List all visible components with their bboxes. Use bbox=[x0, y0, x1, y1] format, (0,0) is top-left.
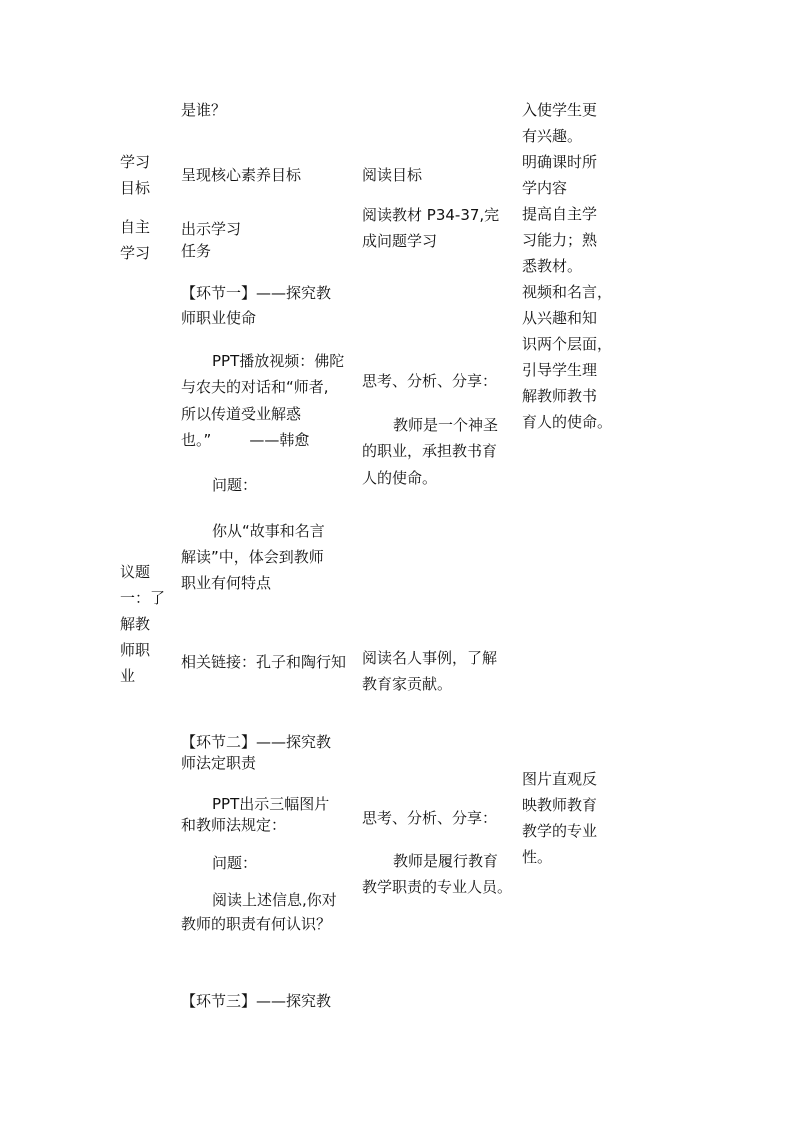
section-1-heading-1: 【环节一】——探究教 bbox=[181, 284, 332, 302]
stage-label-topic-4: 师职 bbox=[120, 641, 151, 659]
teacher-task-1: 出示学习 bbox=[181, 220, 242, 238]
section-1-heading-2: 师职业使命 bbox=[181, 309, 257, 327]
question-1-line-1: 你从“故事和名言 bbox=[212, 522, 325, 540]
intent-video-6: 育人的使命。 bbox=[522, 413, 613, 431]
student-think-2: 思考、分析、分享： bbox=[362, 809, 498, 827]
section-3-heading: 【环节三】——探究教 bbox=[181, 992, 332, 1010]
student-think-1: 思考、分析、分享： bbox=[362, 372, 498, 390]
stage-label-goal-1: 学习 bbox=[120, 153, 151, 171]
intent-enter-1: 入使学生更 bbox=[522, 101, 598, 119]
question-1-line-3: 职业有何特点 bbox=[181, 574, 272, 592]
intent-enter-2: 有兴趣。 bbox=[522, 127, 583, 145]
stage-label-topic-1: 议题 bbox=[120, 563, 151, 581]
student-answer-2-line-1: 教师是履行教育 bbox=[393, 852, 499, 870]
student-read-book-1: 阅读教材 P34-37,完 bbox=[362, 206, 500, 224]
teacher-core-goal: 呈现核心素养目标 bbox=[181, 166, 302, 184]
student-answer-1-line-3: 人的使命。 bbox=[362, 469, 438, 487]
stage-label-self-1: 自主 bbox=[120, 218, 151, 236]
question-label-2: 问题： bbox=[212, 854, 258, 872]
intent-video-5: 解教师教书 bbox=[522, 387, 598, 405]
intent-video-4: 引导学生理 bbox=[522, 361, 598, 379]
student-answer-2-line-2: 教学职责的专业人员。 bbox=[362, 878, 513, 896]
intent-clear-2: 学内容 bbox=[522, 179, 568, 197]
intent-video-1: 视频和名言， bbox=[522, 283, 613, 301]
teacher-text-who: 是谁？ bbox=[181, 101, 227, 119]
ppt-video-3: 所以传道受业解惑 bbox=[181, 405, 302, 423]
question-1-line-2: 解读”中，体会到教师 bbox=[181, 548, 324, 566]
intent-raise-3: 悉教材。 bbox=[522, 257, 583, 275]
ppt-images-2: 和教师法规定： bbox=[181, 816, 287, 834]
ppt-video-1: PPT播放视频：佛陀 bbox=[212, 352, 345, 370]
student-read-book-2: 成问题学习 bbox=[362, 232, 438, 250]
intent-pic-2: 映教师教育 bbox=[522, 796, 598, 814]
student-answer-1-line-2: 的职业，承担教书育 bbox=[362, 442, 498, 460]
intent-pic-3: 教学的专业 bbox=[522, 822, 598, 840]
section-2-heading-2: 师法定职责 bbox=[181, 754, 257, 772]
intent-pic-1: 图片直观反 bbox=[522, 770, 598, 788]
intent-video-2: 从兴趣和知 bbox=[522, 309, 598, 327]
student-answer-1-line-1: 教师是一个神圣 bbox=[393, 416, 499, 434]
student-read-goal: 阅读目标 bbox=[362, 166, 423, 184]
intent-video-3: 识两个层面， bbox=[522, 335, 613, 353]
student-famous-2: 教育家贡献。 bbox=[362, 675, 453, 693]
intent-raise-2: 习能力；熟 bbox=[522, 231, 598, 249]
intent-raise-1: 提高自主学 bbox=[522, 205, 598, 223]
stage-label-self-2: 学习 bbox=[120, 244, 151, 262]
question-label-1: 问题： bbox=[212, 476, 258, 494]
section-2-heading-1: 【环节二】——探究教 bbox=[181, 733, 332, 751]
teacher-task-2: 任务 bbox=[181, 242, 212, 260]
stage-label-goal-2: 目标 bbox=[120, 179, 151, 197]
stage-label-topic-5: 业 bbox=[120, 667, 136, 685]
ppt-video-2: 与农夫的对话和“师者, bbox=[181, 378, 329, 396]
question-2-line-2: 教师的职责有何认识？ bbox=[181, 915, 332, 933]
question-2-line-1: 阅读上述信息,你对 bbox=[212, 891, 337, 909]
intent-clear-1: 明确课时所 bbox=[522, 153, 598, 171]
stage-label-topic-3: 解教 bbox=[120, 615, 151, 633]
related-link: 相关链接：孔子和陶行知 bbox=[181, 653, 347, 671]
stage-label-topic-2: 一：了 bbox=[120, 589, 166, 607]
student-famous-1: 阅读名人事例，了解 bbox=[362, 649, 498, 667]
ppt-video-4: 也。” ——韩愈 bbox=[181, 431, 310, 449]
ppt-images-1: PPT出示三幅图片 bbox=[212, 795, 330, 813]
intent-pic-4: 性。 bbox=[522, 848, 553, 866]
